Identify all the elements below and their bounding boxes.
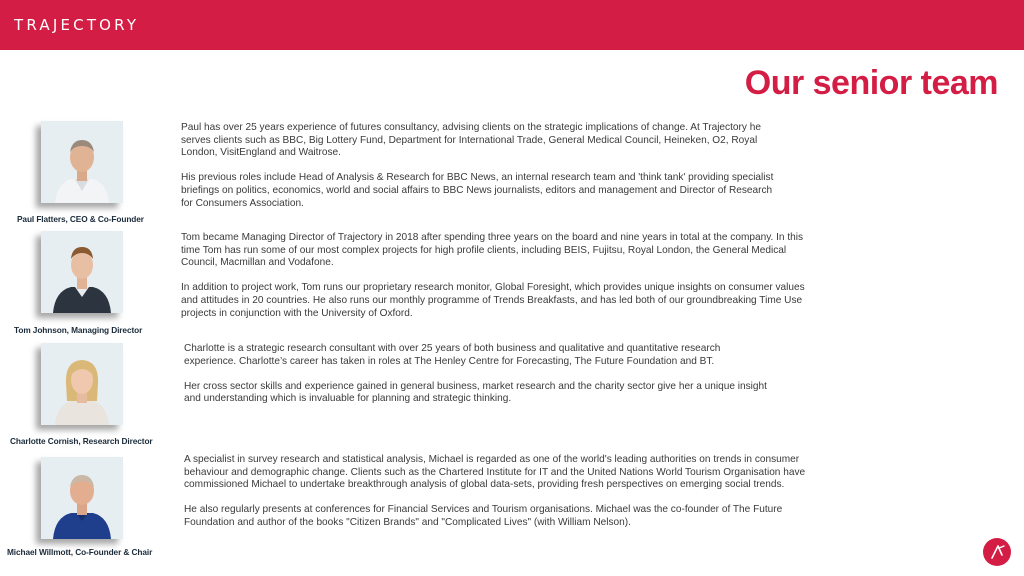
caption-charlotte: Charlotte Cornish, Research Director (10, 436, 153, 446)
trajectory-logo-icon (983, 538, 1011, 566)
caption-tom: Tom Johnson, Managing Director (14, 325, 143, 335)
bio-charlotte (184, 343, 774, 406)
person-photo (41, 343, 123, 425)
bio-paragraph: Tom became Managing Director of Trajectory in 2018 after spending three years on the board and nine years in total at the company. In this time Tom has run some of our most complex projects for high profile clients, including BEIS, Fujitsu, Royal London, the General Medical Council, Macmillan and Vodafone. (181, 232, 804, 269)
person-photo (41, 231, 123, 313)
bio-paragraph: Her cross sector skills and experience gained in general business, market research and the charity sector give her a unique insight and understanding which is invaluable for planning and strategic thinking. (184, 380, 767, 405)
caption-michael: Michael Willmott, Co-Founder & Chair (7, 547, 153, 557)
header-bar (0, 0, 1024, 50)
person-photo (41, 121, 123, 203)
bio-paragraph: Charlotte is a strategic research consultant with over 25 years of both business and qualitative and quantitative research experience. Charlotte’s career has taken in roles at The Henley Centre for Forecasting, The Future Foundation and BT. (184, 343, 721, 367)
bio-paragraph: A specialist in survey research and statistical analysis, Michael is regarded as one of the world's leading authorities on trends in consumer behaviour and demographic change. Clients such as the Chartered Institute for IT and the United Nations World Tourism Organisation have commissioned Michael to undertake breakthrough analysis of global data-sets, providing fresh perspectives on emerging social trends. (184, 454, 806, 491)
bio-paul (181, 122, 781, 210)
bio-michael (184, 454, 814, 530)
bio-tom (181, 232, 813, 320)
caption-paul: Paul Flatters, CEO & Co-Founder (17, 214, 144, 224)
bio-paragraph: In addition to project work, Tom runs our proprietary research monitor, Global Foresight, which provides unique insights on consumer values and attitudes in 20 countries. He also runs our monthly programme of Trends Breakfasts, and has led both of our groundbreaking Time Use projects in conjunction with the University of Oxford. (181, 282, 805, 319)
page-title: Our senior team (744, 64, 998, 102)
bio-paragraph: He also regularly presents at conferences for Financial Services and Tourism organisations. Michael was the co-founder of The Future Foundation and author of the books "Citizen Brands" and "Complicated Lives" (with William Nelson). (184, 504, 783, 528)
person-photo (41, 457, 123, 539)
bio-paragraph: His previous roles include Head of Analysis & Research for BBC News, an internal research team and 'think tank' providing specialist briefings on politics, economics, world and social affairs to BBC News journalists, editors and management and Director of Research for Consumers Association. (181, 172, 774, 209)
bio-paragraph: Paul has over 25 years experience of futures consultancy, advising clients on the strategic implications of change. At Trajectory he serves clients such as BBC, Big Lottery Fund, Department for International Trade, General Medical Council, Heineken, O2, Royal London, VisitEngland and Waitrose. (181, 122, 761, 159)
brand-logo: TRAJECTORY (14, 16, 140, 34)
